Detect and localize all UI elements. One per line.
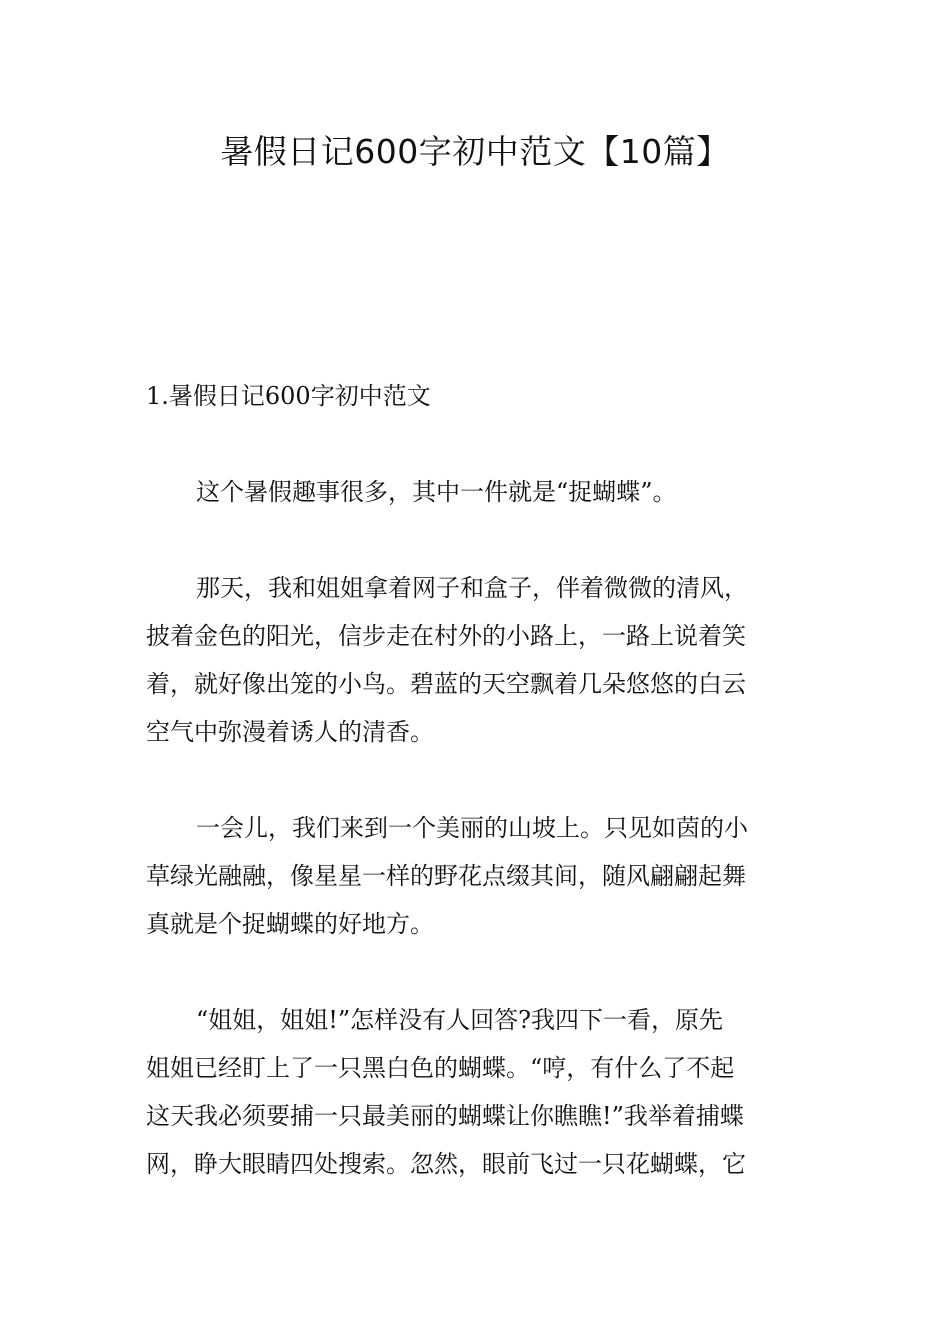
document-title: 暑假日记600字初中范文【10篇】 bbox=[220, 132, 730, 171]
paragraph-line: 这天我必须要捕一只最美丽的蝴蝶让你瞧瞧!”我举着捕蝶 bbox=[146, 1102, 744, 1130]
paragraph-2 bbox=[146, 564, 808, 756]
paragraph-3 bbox=[146, 804, 808, 948]
paragraph-line: 这个暑假趣事很多，其中一件就是“捉蝴蝶”。 bbox=[196, 478, 677, 506]
paragraph-line: 姐姐已经盯上了一只黑白色的蝴蝶。“哼，有什么了不起 bbox=[146, 1054, 735, 1082]
document-body bbox=[146, 372, 808, 1188]
paragraph-4 bbox=[146, 996, 808, 1188]
paragraph-line: “姐姐，姐姐!”怎样没有人回答?我四下一看，原先 bbox=[196, 1006, 724, 1034]
section-heading: 1.暑假日记600字初中范文 bbox=[146, 382, 431, 410]
paragraph-line: 空气中弥漫着诱人的清香。 bbox=[146, 718, 434, 746]
paragraph-line: 披着金色的阳光，信步走在村外的小路上，一路上说着笑 bbox=[146, 622, 746, 650]
paragraph-line: 一会儿，我们来到一个美丽的山坡上。只见如茵的小 bbox=[196, 814, 748, 842]
paragraph-line: 网，睁大眼睛四处搜索。忽然，眼前飞过一只花蝴蝶，它 bbox=[146, 1150, 746, 1178]
paragraph-line: 真就是个捉蝴蝶的好地方。 bbox=[146, 910, 434, 938]
paragraph-line: 草绿光融融，像星星一样的野花点缀其间，随风翩翩起舞 bbox=[146, 862, 746, 890]
paragraph-line: 着，就好像出笼的小鸟。碧蓝的天空飘着几朵悠悠的白云 bbox=[146, 670, 746, 698]
paragraph-1 bbox=[146, 468, 808, 516]
paragraph-line: 那天，我和姐姐拿着网子和盒子，伴着微微的清风， bbox=[196, 574, 748, 602]
